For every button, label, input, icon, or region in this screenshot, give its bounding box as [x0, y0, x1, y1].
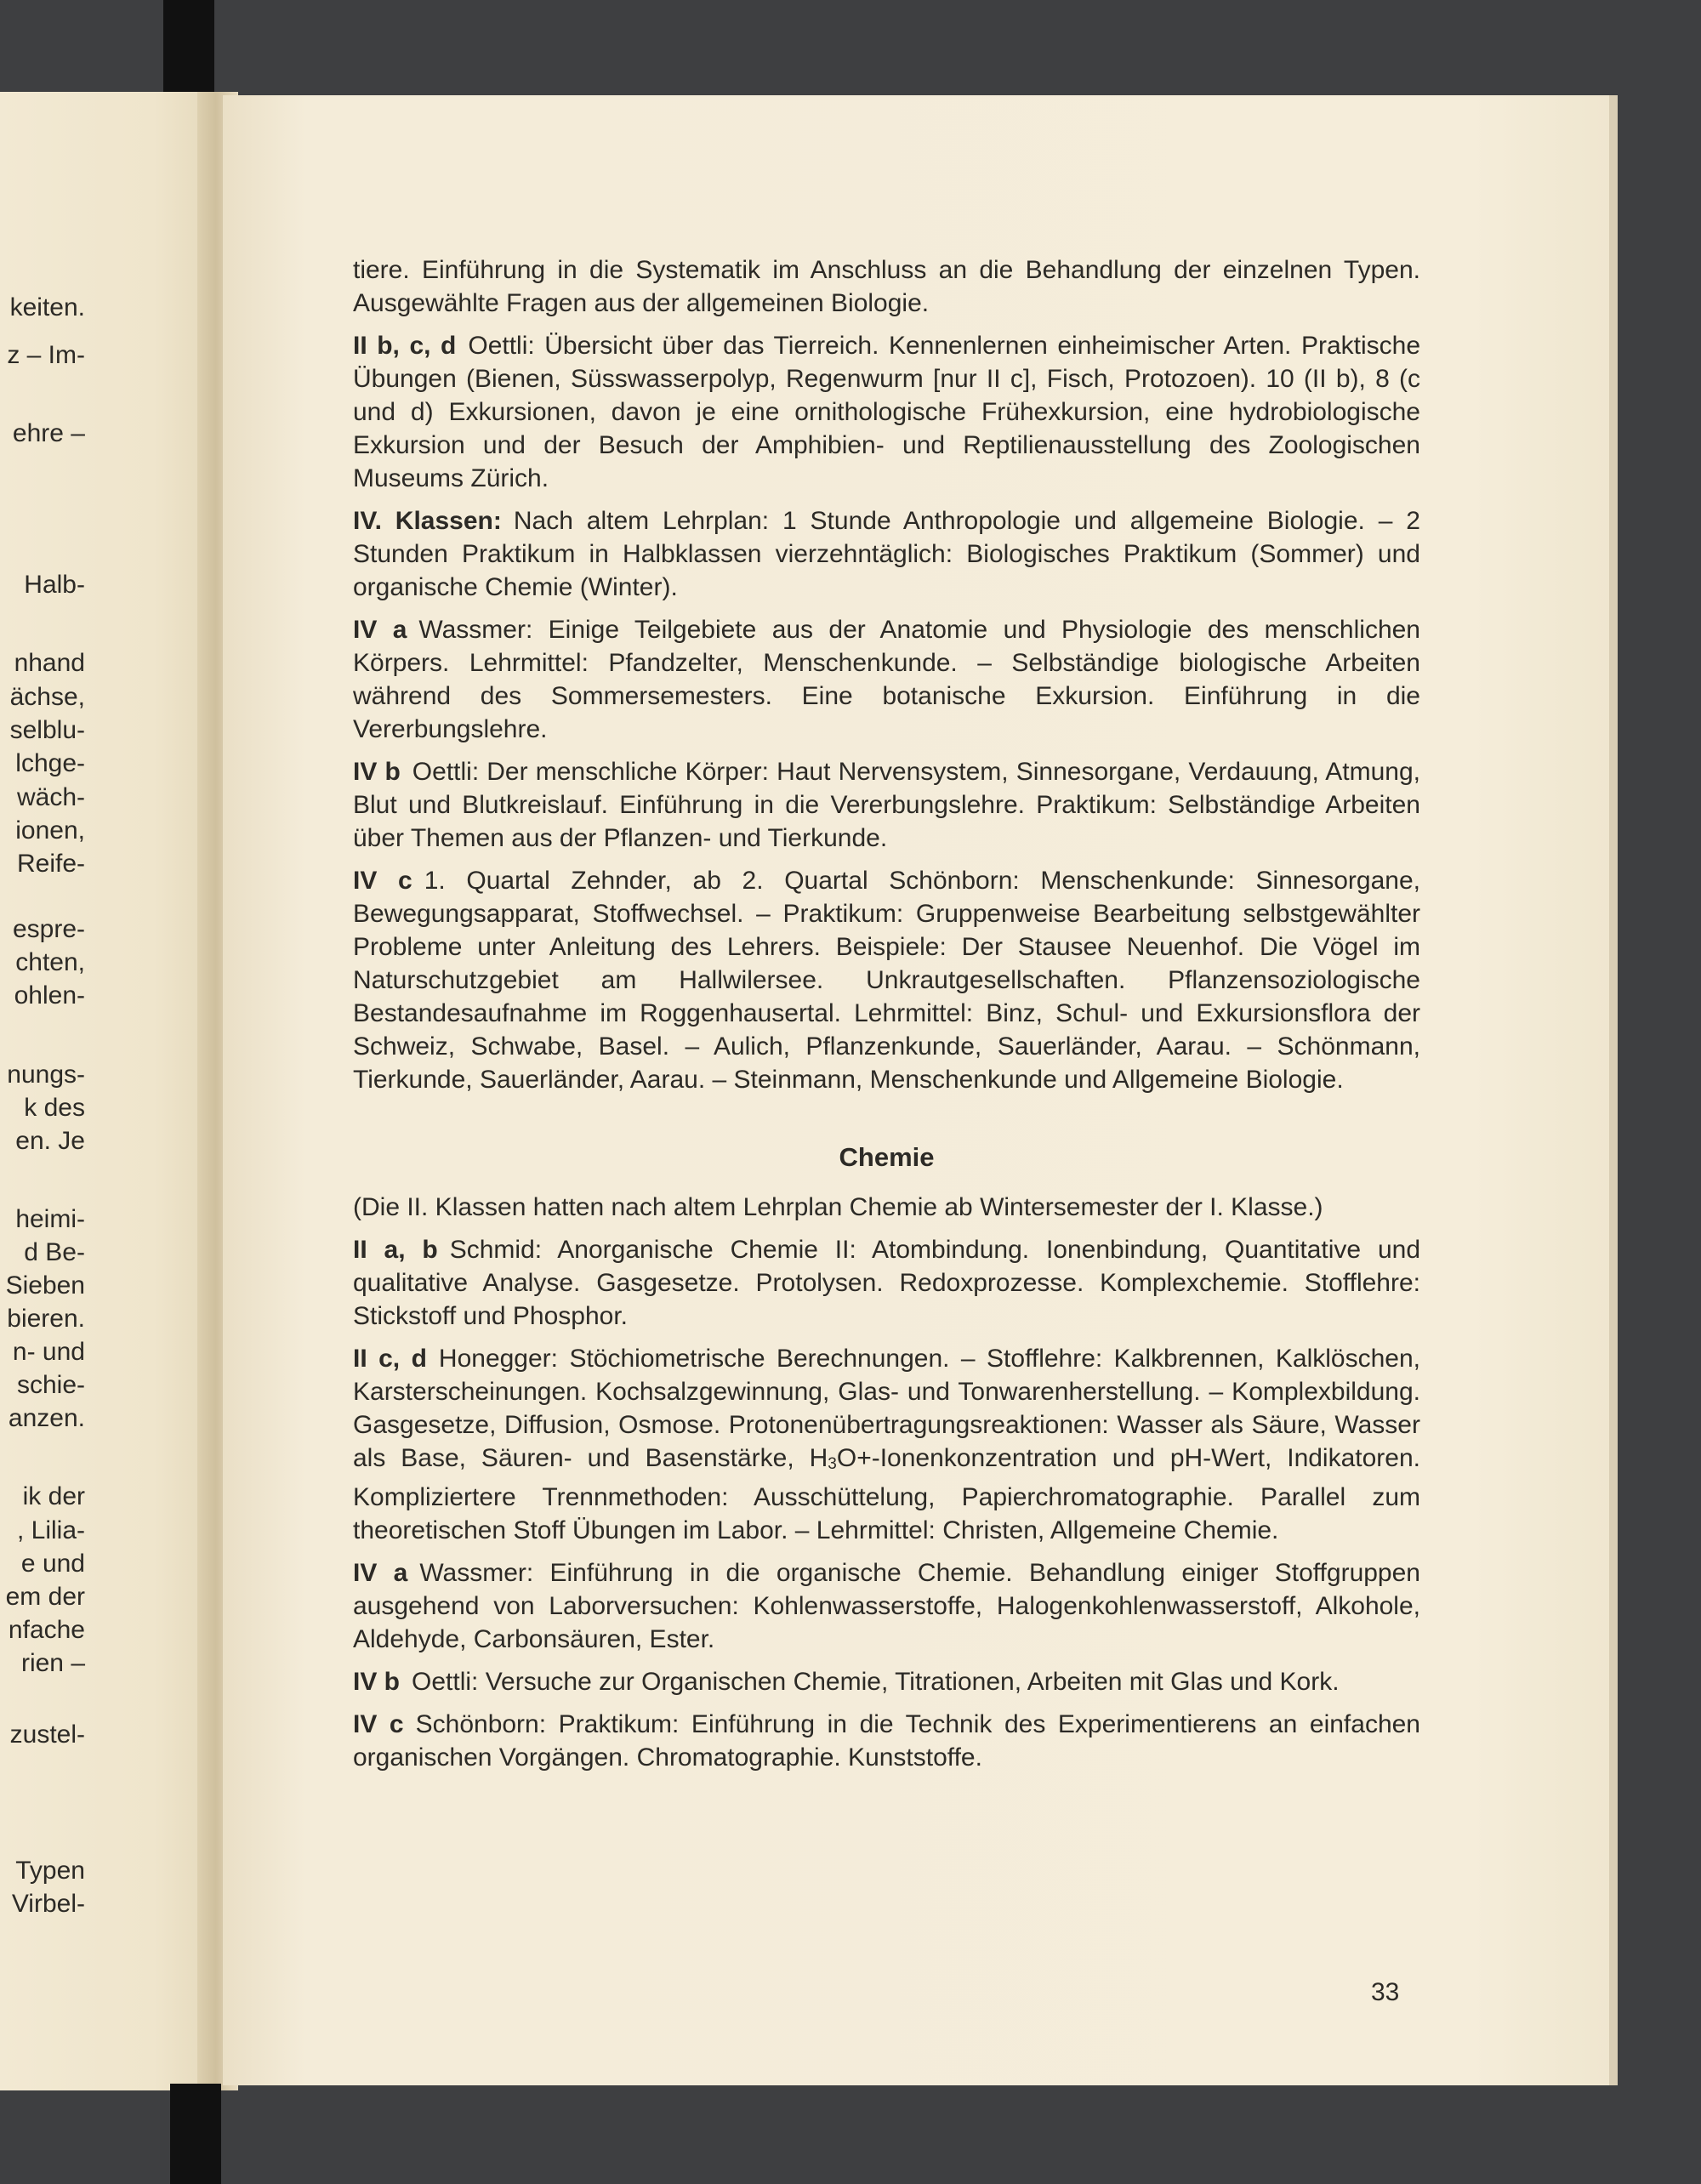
- left-fragment: ohlen-: [14, 981, 85, 1010]
- left-fragment: Sieben: [5, 1271, 85, 1300]
- biology-paragraph: IV a Wassmer: Einige Teilgebiete aus der Anatomie und Physiologie des menschlichen Körpers. Lehrmittel: Pfandzelter, Menschenkunde. – Selbständige biologische Arbeiten während des Sommersemesters. Eine botanische Exkursion. Einführung in die Vererbungslehre.: [353, 616, 1420, 743]
- left-fragment: e und: [20, 1550, 85, 1578]
- left-fragment: wäch-: [16, 783, 85, 811]
- biology-paragraph: IV c 1. Quartal Zehnder, ab 2. Quartal Schönborn: Menschenkunde: Sinnesorgane, Bewegungsapparat, Stoffwechsel. – Praktikum: Gruppenweise Bearbeitung selbstgewählter Probleme unter Anleitung des Lehrers. Beispiele: Der Stausee Neuenhof. Die Vögel im Naturschutzgebiet am Hallwilersee. Unkrautgesellschaften. Pflanzensoziologische Bestandesaufnahme im Roggenhausertal. Lehrmittel: Binz, Schul- und Exkursionsflora der Schweiz, Schwabe, Basel. – Aulich, Pflanzenkunde, Sauerländer, Aarau. – Schönmann, Tierkunde, Sauerländer, Aarau. – Steinmann, Menschenkunde und Allgemeine Biologie.: [353, 867, 1420, 1094]
- class-label: IV c: [353, 867, 412, 895]
- section-heading-chemie: Chemie: [839, 1142, 935, 1172]
- main-text: [353, 253, 1420, 1783]
- chemistry-paragraph: IV a Wassmer: Einführung in die organische Chemie. Behandlung einiger Stoffgruppen ausgehend von Laborversuchen: Kohlenwasserstoffe, Halogenkohlenwasserstoff, Alkohole, Aldehyde, Carbonsäuren, Ester.: [353, 1559, 1420, 1653]
- left-fragment: nungs-: [7, 1061, 85, 1089]
- class-label: IV. Klassen:: [353, 507, 502, 535]
- left-fragment: selblu-: [9, 716, 85, 744]
- left-fragment: ehre –: [12, 419, 85, 447]
- class-label: IV a: [353, 616, 407, 644]
- left-fragment: z – Im-: [7, 341, 85, 369]
- left-fragment: heimi-: [15, 1205, 85, 1233]
- left-fragment: zustel-: [9, 1720, 85, 1749]
- subscript: 3: [828, 1455, 837, 1473]
- bookmark-ribbon-bottom: [170, 2084, 221, 2184]
- page-edge: [1609, 95, 1618, 2085]
- class-label: II c, d: [353, 1345, 427, 1373]
- left-fragment: k des: [24, 1094, 85, 1122]
- biology-paragraph: II b, c, d Oettli: Übersicht über das Tierreich. Kennenlernen einheimischer Arten. Praktische Übungen (Bienen, Süsswasserpolyp, Regenwurm [nur II c], Fisch, Protozoen). 10 (II b), 8 (c und d) Exkursionen, davon je eine ornithologische Frühexkursion, eine hydrobiologische Exkursion und der Besuch der Amphibien- und Reptilienausstellung des Zoologischen Museums Zürich.: [353, 332, 1421, 492]
- class-label: IV c: [353, 1710, 404, 1738]
- class-label: IV b: [353, 1668, 401, 1696]
- chemistry-intro: (Die II. Klassen hatten nach altem Lehrplan Chemie ab Wintersemester der I. Klasse.): [353, 1193, 1323, 1221]
- class-label: IV b: [353, 758, 401, 786]
- left-fragment: en. Je: [15, 1127, 85, 1155]
- biology-paragraph: IV. Klassen: Nach altem Lehrplan: 1 Stunde Anthropologie und allgemeine Biologie. – 2 Stunden Praktikum in Halbklassen vierzehntäglich: Biologisches Praktikum (Sommer) und organische Chemie (Winter).: [353, 507, 1420, 601]
- chemistry-paragraph: II c, d Honegger: Stöchiometrische Berechnungen. – Stofflehre: Kalkbrennen, Kalklöschen, Karsterscheinungen. Kochsalzgewinnung, Glas- und Tonwarenherstellung. – Komplexbildung. Gasgesetze, Diffusion, Osmose. Protonenübertragungsreaktionen: Wasser als Säure, Wasser als Base, Säuren- und Basenstärke, $H_3O+$-Ionenkonzentration und pH-Wert, Indikatoren. Kompliziertere Trennmethoden: Ausschüttelung, Papierchromatographie. Parallel zum theoretischen Stoff Übungen im Labor. – Lehrmittel: Christen, Allgemeine Chemie.: [353, 1345, 1421, 1544]
- left-fragment: ik der: [22, 1482, 85, 1510]
- page-number: 33: [1371, 1978, 1400, 2006]
- left-fragment: Reife-: [16, 850, 85, 878]
- biology-paragraph: IV b Oettli: Der menschliche Körper: Haut Nervensystem, Sinnesorgane, Verdauung, Atmung, Blut und Blutkreislauf. Einführung in die Vererbungslehre. Praktikum: Selbständige Arbeiten über Themen aus der Pflanzen- und Tierkunde.: [353, 758, 1420, 852]
- left-fragment: bieren.: [7, 1305, 85, 1333]
- left-fragment: nfache: [8, 1616, 85, 1644]
- left-fragment: espre-: [12, 915, 85, 943]
- class-label: IV a: [353, 1559, 408, 1587]
- class-label: II b, c, d: [353, 332, 457, 360]
- left-fragment: anzen.: [8, 1404, 85, 1432]
- class-label: II a, b: [353, 1236, 438, 1264]
- left-fragment: rien –: [20, 1649, 85, 1677]
- chemistry-paragraph: IV c Schönborn: Praktikum: Einführung in die Technik des Experimentierens an einfachen organischen Vorgängen. Chromatographie. Kunststoffe.: [353, 1710, 1420, 1772]
- left-fragment: keiten.: [9, 293, 85, 321]
- left-fragment: schie-: [16, 1371, 85, 1399]
- left-fragment: d Be-: [24, 1238, 85, 1266]
- left-fragment: ionen,: [15, 816, 85, 845]
- chemistry-paragraph: II a, b Schmid: Anorganische Chemie II: Atombindung. Ionenbindung, Quantitative und qualitative Analyse. Gasgesetze. Protolysen. Redoxprozesse. Komplexchemie. Stofflehre: Stickstoff und Phosphor.: [353, 1236, 1420, 1330]
- left-fragment: Virbel-: [11, 1890, 85, 1918]
- left-fragment: n- und: [12, 1338, 85, 1366]
- left-fragment: nhand: [14, 649, 85, 677]
- left-fragment: lchge-: [15, 749, 85, 777]
- left-fragment: Halb-: [24, 571, 85, 599]
- left-fragment: Typen: [15, 1857, 85, 1885]
- left-fragment: ächse,: [9, 683, 85, 711]
- left-fragment: em der: [5, 1583, 85, 1611]
- biology-paragraph: tiere. Einführung in die Systematik im Anschluss an die Behandlung der einzelnen Typen. Ausgewählte Fragen aus der allgemeinen Biologie.: [353, 256, 1420, 317]
- chemistry-paragraph: IV b Oettli: Versuche zur Organischen Chemie, Titrationen, Arbeiten mit Glas und Kork.: [353, 1668, 1340, 1696]
- left-fragment: , Lilia-: [16, 1516, 85, 1544]
- bookmark-ribbon-top: [163, 0, 214, 95]
- left-page: [0, 92, 219, 2090]
- left-fragment: chten,: [15, 948, 85, 976]
